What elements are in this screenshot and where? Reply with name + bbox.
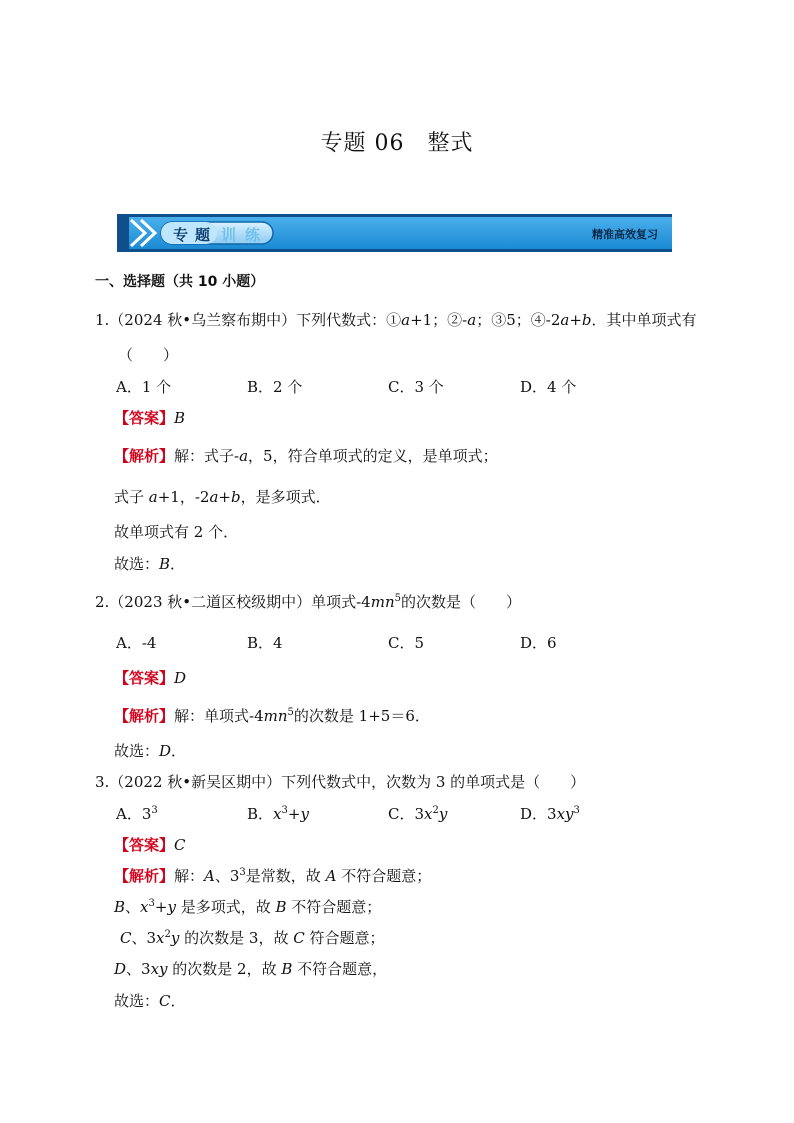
q2-stem: 2.（2023 秋•二道区校级期中）单项式$-4mn^5$的次数是（ ） [95,593,521,611]
banner-tag-char-2: 题 [195,226,211,244]
topic-banner [117,214,672,252]
q1-analysis: 【解析】解：式子-a，5，符合单项式的定义，是单项式； [114,447,498,465]
q3-analysis-line-3: C、$3x^2y$ 的次数是 3，故 C 符合题意； [120,929,385,947]
q2-choice: 故选：D． [114,742,187,760]
q2-option-b: B．4 [247,634,283,652]
q3-analysis-line-2: B、$x^3+y$ 是多项式，故 B 不符合题意； [114,898,382,916]
q3-choice: 故选：C． [114,992,186,1010]
q1-analysis-line-3: 故单项式有 2 个． [114,523,239,541]
q1-answer: 【答案】B [114,409,186,427]
q1-option-c: C．3 个 [388,378,444,396]
q1-analysis-line-2: 式子 a+1，-2a+b，是多项式． [114,488,331,506]
q3-option-b: B．$x^3+y$ [247,805,309,823]
q3-option-a: A．$3^3$ [116,805,158,823]
q1-option-a: A．1 个 [116,378,172,396]
q3-option-c: C．$3x^2y$ [388,805,448,823]
banner-tag-char-4: 练 [245,226,261,244]
q1-paren: （ ） [118,346,179,364]
q3-stem: 3.（2022 秋•新吴区期中）下列代数式中，次数为 3 的单项式是（ ） [95,773,586,791]
page-title: 专题 06 整式 [320,131,474,156]
q2-option-c: C．5 [388,634,425,652]
banner-tag-char-1: 专 [173,226,189,244]
q3-analysis-line-4: D、3xy 的次数是 2，故 B 不符合题意， [114,960,388,978]
q3-answer: 【答案】C [114,836,186,854]
q2-option-d: D．6 [520,634,557,652]
banner-tag-char-3: 训 [221,226,237,244]
q2-answer: 【答案】D [114,669,187,687]
q1-stem: 1.（2024 秋•乌兰察布期中）下列代数式：①a+1；②-a；③5；④-2a+b．其中单项式有 [95,311,697,329]
banner-right-text: 精准高效复习 [592,228,658,241]
q1-choice: 故选：B． [114,555,186,573]
q2-analysis: 【解析】解：单项式$-4mn^5$的次数是 1+5＝6． [114,707,430,725]
q1-option-b: B．2 个 [247,378,303,396]
q1-option-d: D．4 个 [520,378,577,396]
q3-option-d: D．$3xy^3$ [520,805,580,823]
q2-option-a: A．-4 [116,634,157,652]
q3-analysis: 【解析】解：A、$3^3$是常数，故 A 不符合题意； [114,867,432,885]
section-heading: 一、选择题（共 10 小题） [95,274,265,290]
